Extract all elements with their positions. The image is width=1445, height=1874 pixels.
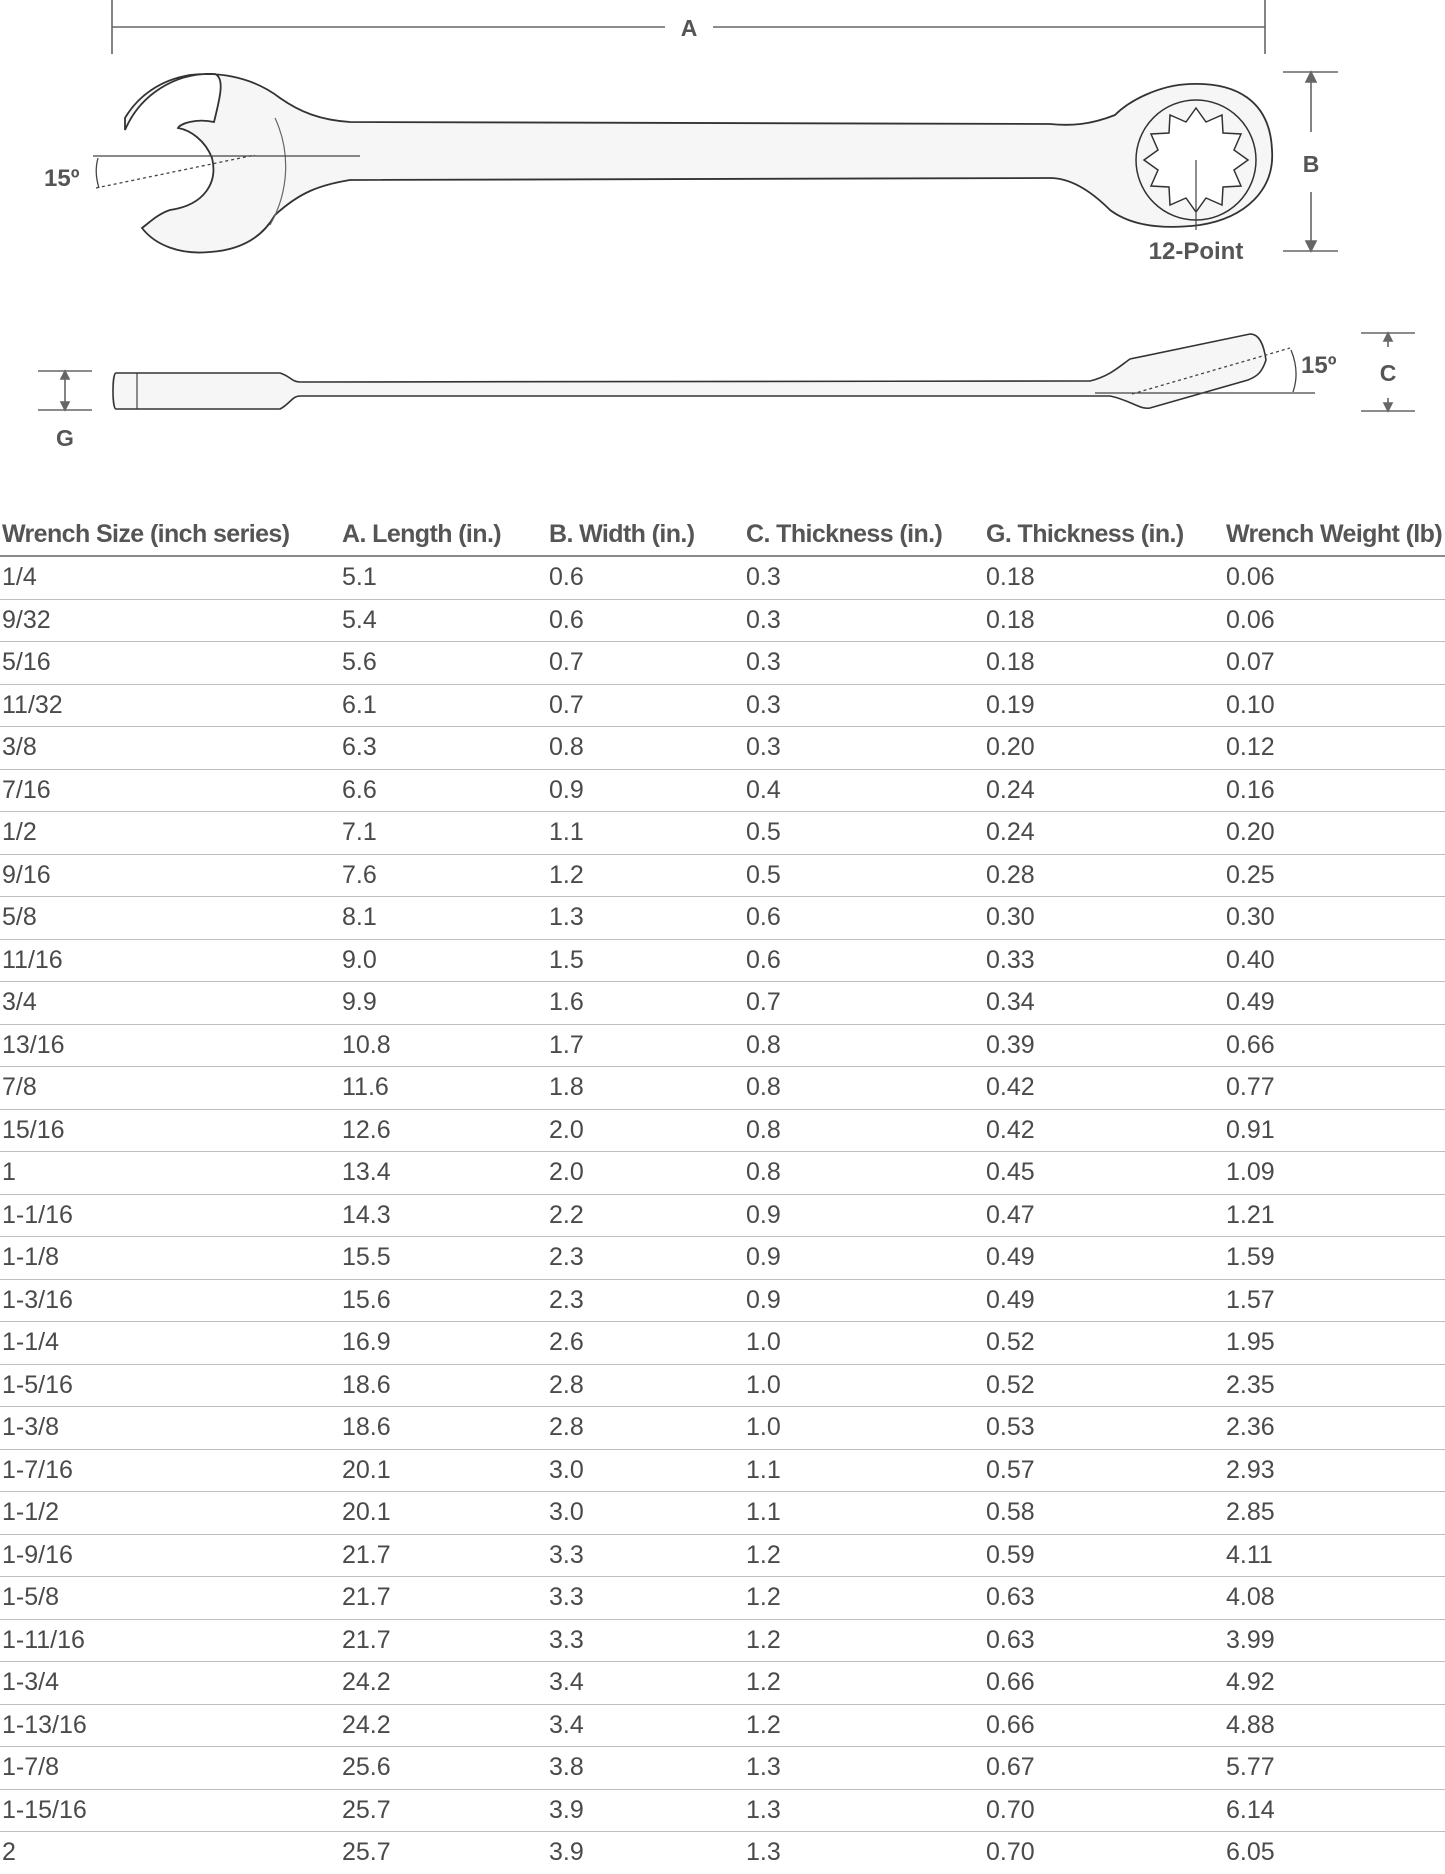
table-row <box>0 1789 1445 1832</box>
table-row <box>0 1279 1445 1322</box>
cell-length: 18.6 <box>340 1407 547 1450</box>
cell-length: 21.7 <box>340 1577 547 1620</box>
cell-g-thickness: 0.18 <box>984 642 1224 685</box>
cell-c-thickness: 1.2 <box>744 1704 984 1747</box>
cell-width: 1.2 <box>547 854 744 897</box>
cell-width: 2.0 <box>547 1109 744 1152</box>
cell-g-thickness: 0.24 <box>984 769 1224 812</box>
cell-c-thickness: 1.0 <box>744 1322 984 1365</box>
cell-weight: 0.30 <box>1224 897 1445 940</box>
cell-c-thickness: 0.3 <box>744 684 984 727</box>
cell-c-thickness: 1.0 <box>744 1407 984 1450</box>
table-row <box>0 897 1445 940</box>
cell-width: 0.7 <box>547 642 744 685</box>
cell-weight: 0.77 <box>1224 1067 1445 1110</box>
cell-c-thickness: 0.8 <box>744 1109 984 1152</box>
cell-weight: 4.88 <box>1224 1704 1445 1747</box>
table-row <box>0 1407 1445 1450</box>
cell-width: 1.8 <box>547 1067 744 1110</box>
spec-table <box>0 513 1445 1874</box>
cell-size: 5/8 <box>0 897 340 940</box>
cell-c-thickness: 0.7 <box>744 982 984 1025</box>
table-row <box>0 1152 1445 1195</box>
cell-g-thickness: 0.67 <box>984 1747 1224 1790</box>
cell-c-thickness: 0.8 <box>744 1024 984 1067</box>
cell-g-thickness: 0.24 <box>984 812 1224 855</box>
cell-c-thickness: 0.3 <box>744 556 984 599</box>
header-length: A. Length (in.) <box>340 513 547 556</box>
cell-weight: 2.85 <box>1224 1492 1445 1535</box>
cell-length: 6.3 <box>340 727 547 770</box>
table-row <box>0 556 1445 599</box>
table-row <box>0 1322 1445 1365</box>
cell-size: 1/4 <box>0 556 340 599</box>
cell-c-thickness: 1.2 <box>744 1534 984 1577</box>
cell-size: 1-7/16 <box>0 1449 340 1492</box>
cell-g-thickness: 0.52 <box>984 1364 1224 1407</box>
header-g-thickness: G. Thickness (in.) <box>984 513 1224 556</box>
cell-length: 25.7 <box>342 1838 391 1867</box>
header-wrench-size: Wrench Size (inch series) <box>0 513 340 556</box>
cell-weight: 0.12 <box>1224 727 1445 770</box>
table-row <box>0 1662 1445 1705</box>
cell-length: 15.6 <box>340 1279 547 1322</box>
cell-width: 2.8 <box>547 1407 744 1450</box>
cell-c-thickness: 0.3 <box>744 642 984 685</box>
table-row <box>0 1449 1445 1492</box>
cell-size: 9/16 <box>0 854 340 897</box>
cell-c-thickness: 0.9 <box>744 1237 984 1280</box>
cell-width: 3.3 <box>547 1534 744 1577</box>
twelve-point-label: 12-Point <box>1148 238 1244 265</box>
cell-length: 24.2 <box>340 1704 547 1747</box>
cell-size: 1-1/2 <box>0 1492 340 1535</box>
cell-g-thickness: 0.18 <box>984 599 1224 642</box>
table-header-row <box>0 513 1445 556</box>
dimension-g <box>38 371 92 410</box>
table-row <box>0 939 1445 982</box>
cell-weight: 2.35 <box>1224 1364 1445 1407</box>
cell-c-thickness: 0.4 <box>744 769 984 812</box>
table-row <box>0 1024 1445 1067</box>
cell-width: 2.0 <box>547 1152 744 1195</box>
cell-g-thickness: 0.34 <box>984 982 1224 1025</box>
cell-g-thickness: 0.39 <box>984 1024 1224 1067</box>
cell-length: 20.1 <box>340 1449 547 1492</box>
cell-length: 25.7 <box>340 1789 547 1832</box>
table-row <box>0 1704 1445 1747</box>
table-row <box>0 1194 1445 1237</box>
cell-size: 1-7/8 <box>0 1747 340 1790</box>
cell-c-thickness: 1.2 <box>744 1619 984 1662</box>
cell-size: 1-13/16 <box>0 1704 340 1747</box>
cell-c-thickness: 1.3 <box>746 1838 781 1867</box>
cell-width: 0.6 <box>547 599 744 642</box>
cell-c-thickness: 1.3 <box>744 1747 984 1790</box>
table-row <box>0 1747 1445 1790</box>
table-row <box>0 684 1445 727</box>
cell-g-thickness: 0.49 <box>984 1279 1224 1322</box>
cell-g-thickness: 0.18 <box>984 556 1224 599</box>
cell-length: 6.1 <box>340 684 547 727</box>
cell-size: 15/16 <box>0 1109 340 1152</box>
cell-width: 2.6 <box>547 1322 744 1365</box>
table-row <box>0 812 1445 855</box>
table-row <box>0 1832 1445 1874</box>
cell-g-thickness: 0.66 <box>984 1704 1224 1747</box>
cell-size: 13/16 <box>0 1024 340 1067</box>
cell-weight: 0.20 <box>1224 812 1445 855</box>
table-row <box>0 642 1445 685</box>
wrench-side-view <box>113 334 1266 409</box>
table-row <box>0 1534 1445 1577</box>
cell-g-thickness: 0.66 <box>984 1662 1224 1705</box>
cell-length: 12.6 <box>340 1109 547 1152</box>
cell-weight: 3.99 <box>1224 1619 1445 1662</box>
cell-width: 0.6 <box>547 556 744 599</box>
cell-weight: 1.21 <box>1224 1194 1445 1237</box>
cell-c-thickness: 0.3 <box>744 727 984 770</box>
cell-c-thickness: 0.6 <box>744 897 984 940</box>
cell-length: 11.6 <box>340 1067 547 1110</box>
cell-width: 1.3 <box>547 897 744 940</box>
cell-size: 3/8 <box>0 727 340 770</box>
cell-weight: 0.40 <box>1224 939 1445 982</box>
cell-width: 3.9 <box>549 1838 584 1867</box>
cell-length: 16.9 <box>340 1322 547 1365</box>
cell-g-thickness: 0.49 <box>984 1237 1224 1280</box>
cell-length: 25.6 <box>340 1747 547 1790</box>
cell-weight: 0.06 <box>1224 556 1445 599</box>
cell-width: 2.2 <box>547 1194 744 1237</box>
cell-g-thickness: 0.33 <box>984 939 1224 982</box>
cell-width: 3.0 <box>547 1449 744 1492</box>
cell-size: 2 <box>2 1838 16 1867</box>
cell-weight: 4.08 <box>1224 1577 1445 1620</box>
table-row <box>0 1237 1445 1280</box>
cell-width: 3.0 <box>547 1492 744 1535</box>
cell-width: 3.8 <box>547 1747 744 1790</box>
table-row <box>0 599 1445 642</box>
cell-size: 3/4 <box>0 982 340 1025</box>
cell-g-thickness: 0.63 <box>984 1577 1224 1620</box>
cell-length: 21.7 <box>340 1534 547 1577</box>
header-width: B. Width (in.) <box>547 513 744 556</box>
cell-weight: 4.92 <box>1224 1662 1445 1705</box>
cell-length: 18.6 <box>340 1364 547 1407</box>
cell-size: 1-5/16 <box>0 1364 340 1407</box>
cell-width: 2.3 <box>547 1237 744 1280</box>
label-a: A <box>680 15 698 41</box>
label-b: B <box>1302 151 1320 177</box>
cell-length: 6.6 <box>340 769 547 812</box>
cell-c-thickness: 1.1 <box>744 1449 984 1492</box>
cell-g-thickness: 0.20 <box>984 727 1224 770</box>
cell-g-thickness: 0.70 <box>984 1789 1224 1832</box>
cell-g-thickness: 0.59 <box>984 1534 1224 1577</box>
cell-c-thickness: 0.9 <box>744 1194 984 1237</box>
cell-size: 1-1/16 <box>0 1194 340 1237</box>
cell-g-thickness: 0.57 <box>984 1449 1224 1492</box>
cell-width: 3.9 <box>547 1789 744 1832</box>
table-row <box>0 1109 1445 1152</box>
cell-c-thickness: 0.6 <box>744 939 984 982</box>
cell-g-thickness: 0.63 <box>984 1619 1224 1662</box>
cell-weight: 0.25 <box>1224 854 1445 897</box>
cell-size: 5/16 <box>0 642 340 685</box>
table-row <box>0 1577 1445 1620</box>
cell-length: 8.1 <box>340 897 547 940</box>
cell-length: 7.6 <box>340 854 547 897</box>
cell-weight: 0.06 <box>1224 599 1445 642</box>
cell-length: 14.3 <box>340 1194 547 1237</box>
cell-width: 1.1 <box>547 812 744 855</box>
cell-width: 3.4 <box>547 1662 744 1705</box>
cell-weight: 1.59 <box>1224 1237 1445 1280</box>
cell-size: 1-1/8 <box>0 1237 340 1280</box>
cell-g-thickness: 0.42 <box>984 1109 1224 1152</box>
cell-g-thickness: 0.70 <box>986 1838 1035 1867</box>
cell-weight: 6.05 <box>1226 1838 1275 1867</box>
cell-size: 1-11/16 <box>0 1619 340 1662</box>
cell-length: 5.1 <box>340 556 547 599</box>
table-row <box>0 727 1445 770</box>
cell-g-thickness: 0.58 <box>984 1492 1224 1535</box>
table-row <box>0 982 1445 1025</box>
cell-weight: 2.93 <box>1224 1449 1445 1492</box>
cell-size: 11/32 <box>0 684 340 727</box>
label-c: C <box>1379 360 1397 386</box>
table-row <box>0 1492 1445 1535</box>
table-row <box>0 1067 1445 1110</box>
cell-width: 3.3 <box>547 1577 744 1620</box>
cell-size: 7/16 <box>0 769 340 812</box>
header-c-thickness: C. Thickness (in.) <box>744 513 984 556</box>
table-row <box>0 854 1445 897</box>
cell-size: 1-3/8 <box>0 1407 340 1450</box>
cell-c-thickness: 0.5 <box>744 812 984 855</box>
cell-c-thickness: 0.9 <box>744 1279 984 1322</box>
table-row <box>0 1619 1445 1662</box>
cell-width: 2.8 <box>547 1364 744 1407</box>
cell-size: 1-1/4 <box>0 1322 340 1365</box>
cell-width: 3.3 <box>547 1619 744 1662</box>
cell-size: 11/16 <box>0 939 340 982</box>
angle-label-open: 15º <box>44 165 80 192</box>
cell-c-thickness: 1.3 <box>744 1789 984 1832</box>
cell-length: 20.1 <box>340 1492 547 1535</box>
cell-length: 24.2 <box>340 1662 547 1705</box>
cell-width: 0.8 <box>547 727 744 770</box>
cell-weight: 1.09 <box>1224 1152 1445 1195</box>
wrench-top-view <box>125 74 1272 253</box>
cell-c-thickness: 1.0 <box>744 1364 984 1407</box>
cell-g-thickness: 0.52 <box>984 1322 1224 1365</box>
cell-weight: 1.57 <box>1224 1279 1445 1322</box>
cell-weight: 0.49 <box>1224 982 1445 1025</box>
cell-g-thickness: 0.42 <box>984 1067 1224 1110</box>
cell-size: 1-5/8 <box>0 1577 340 1620</box>
cell-c-thickness: 1.2 <box>744 1662 984 1705</box>
table-body <box>0 556 1445 1874</box>
table-row <box>0 769 1445 812</box>
label-g: G <box>56 425 74 451</box>
cell-length: 21.7 <box>340 1619 547 1662</box>
cell-size: 1-9/16 <box>0 1534 340 1577</box>
cell-g-thickness: 0.53 <box>984 1407 1224 1450</box>
cell-length: 9.9 <box>340 982 547 1025</box>
cell-g-thickness: 0.19 <box>984 684 1224 727</box>
cell-size: 1-15/16 <box>0 1789 340 1832</box>
cell-g-thickness: 0.30 <box>984 897 1224 940</box>
header-weight: Wrench Weight (lb) <box>1224 513 1445 556</box>
cell-c-thickness: 0.3 <box>744 599 984 642</box>
cell-weight: 0.10 <box>1224 684 1445 727</box>
cell-width: 1.5 <box>547 939 744 982</box>
cell-width: 1.6 <box>547 982 744 1025</box>
cell-width: 0.9 <box>547 769 744 812</box>
cell-weight: 1.95 <box>1224 1322 1445 1365</box>
cell-weight: 0.07 <box>1224 642 1445 685</box>
cell-c-thickness: 0.8 <box>744 1152 984 1195</box>
cell-length: 10.8 <box>340 1024 547 1067</box>
cell-width: 1.7 <box>547 1024 744 1067</box>
cell-size: 1/2 <box>0 812 340 855</box>
cell-length: 5.6 <box>340 642 547 685</box>
cell-size: 1 <box>0 1152 340 1195</box>
wrench-diagram <box>0 0 1445 470</box>
cell-weight: 0.16 <box>1224 769 1445 812</box>
table-row <box>0 1364 1445 1407</box>
cell-g-thickness: 0.45 <box>984 1152 1224 1195</box>
cell-length: 7.1 <box>340 812 547 855</box>
cell-width: 3.4 <box>547 1704 744 1747</box>
cell-weight: 0.66 <box>1224 1024 1445 1067</box>
cell-size: 1-3/16 <box>0 1279 340 1322</box>
cell-weight: 4.11 <box>1224 1534 1445 1577</box>
angle-label-box: 15º <box>1301 352 1337 379</box>
cell-size: 9/32 <box>0 599 340 642</box>
cell-c-thickness: 1.1 <box>744 1492 984 1535</box>
cell-c-thickness: 1.2 <box>744 1577 984 1620</box>
cell-length: 5.4 <box>340 599 547 642</box>
cell-weight: 6.14 <box>1224 1789 1445 1832</box>
cell-weight: 2.36 <box>1224 1407 1445 1450</box>
cell-length: 13.4 <box>340 1152 547 1195</box>
cell-weight: 0.91 <box>1224 1109 1445 1152</box>
cell-g-thickness: 0.47 <box>984 1194 1224 1237</box>
cell-length: 9.0 <box>340 939 547 982</box>
cell-size: 7/8 <box>0 1067 340 1110</box>
cell-length: 15.5 <box>340 1237 547 1280</box>
cell-width: 2.3 <box>547 1279 744 1322</box>
cell-c-thickness: 0.8 <box>744 1067 984 1110</box>
cell-weight: 5.77 <box>1224 1747 1445 1790</box>
cell-width: 0.7 <box>547 684 744 727</box>
cell-size: 1-3/4 <box>0 1662 340 1705</box>
cell-c-thickness: 0.5 <box>744 854 984 897</box>
cell-g-thickness: 0.28 <box>984 854 1224 897</box>
